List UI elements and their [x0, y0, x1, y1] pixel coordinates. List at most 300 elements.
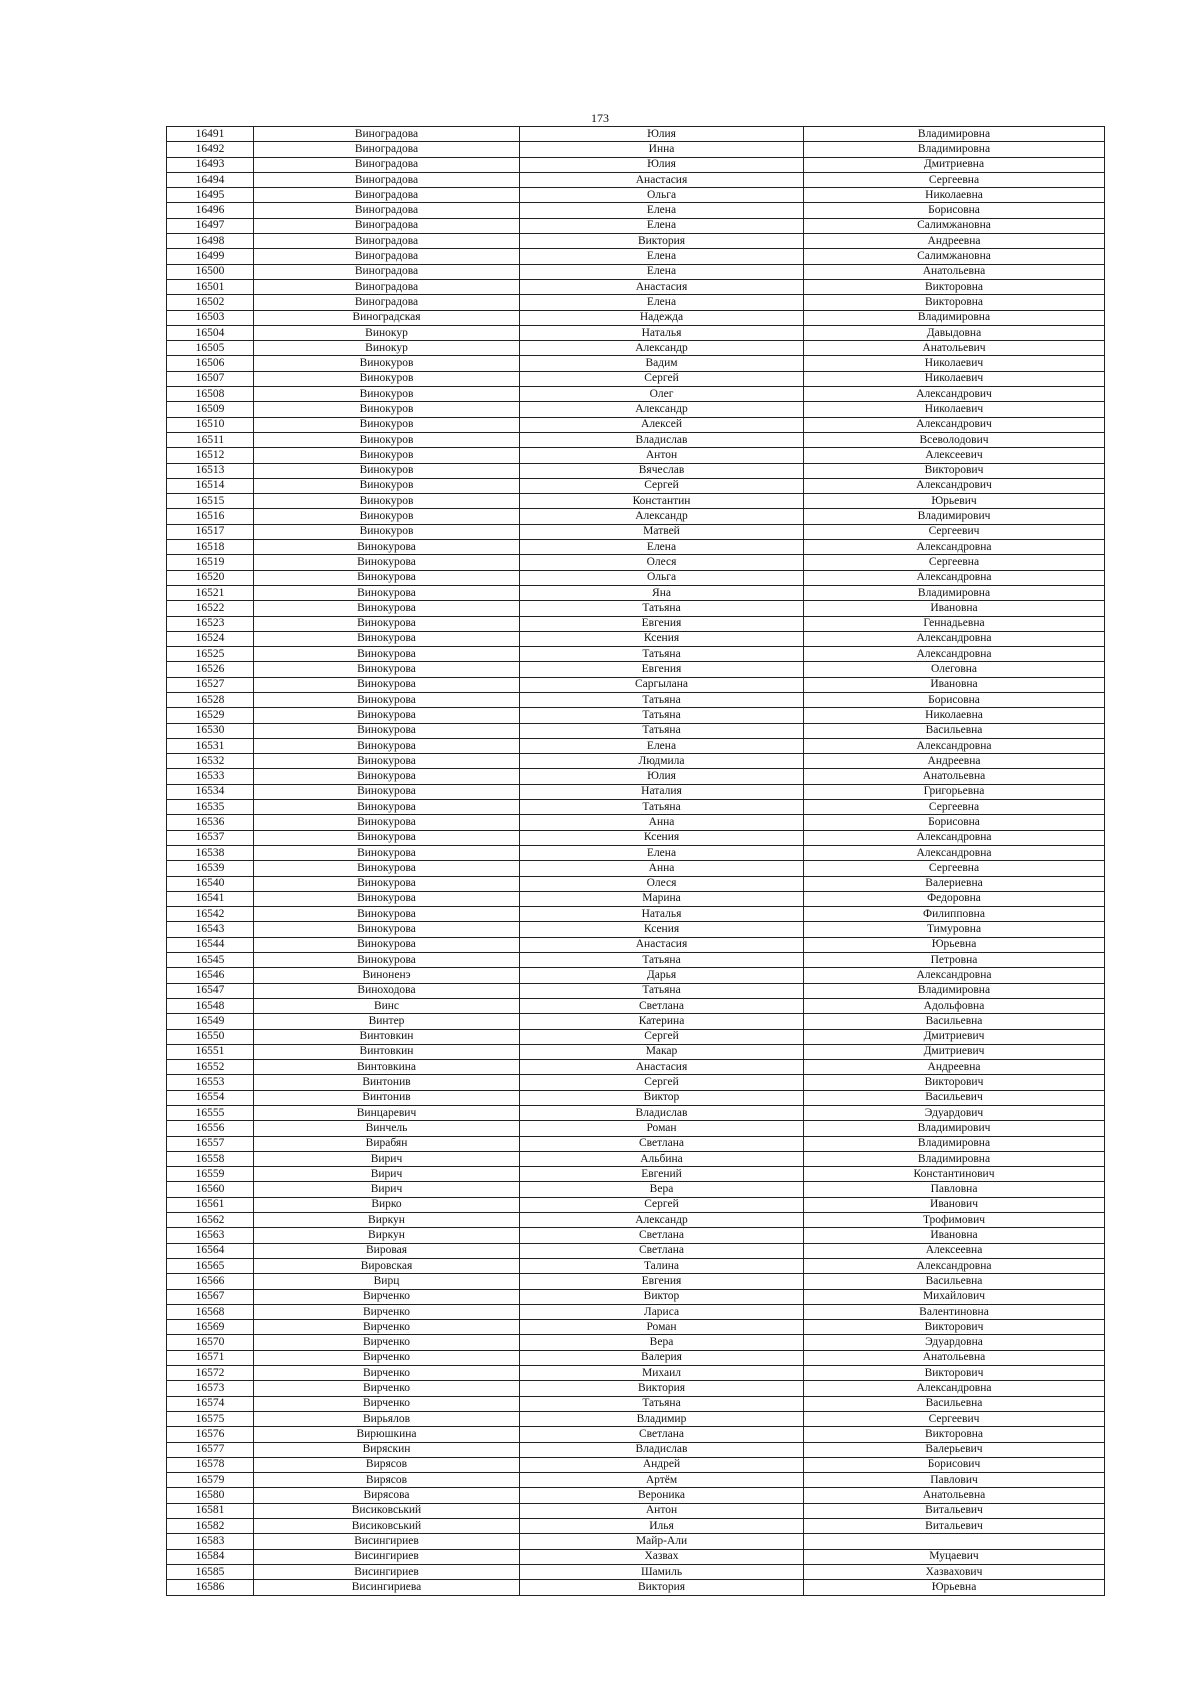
record-number-cell: 16584 — [167, 1549, 254, 1564]
record-number-cell: 16551 — [167, 1044, 254, 1059]
surname-cell: Вирц — [254, 1274, 520, 1289]
table-row — [167, 800, 1105, 815]
given-name-cell: Ксения — [520, 830, 804, 845]
given-name-cell: Хазвах — [520, 1549, 804, 1564]
surname-cell: Винокуров — [254, 356, 520, 371]
patronymic-cell: Александровна — [804, 1381, 1105, 1396]
surname-cell: Вирич — [254, 1182, 520, 1197]
given-name-cell: Александр — [520, 402, 804, 417]
table-row — [167, 708, 1105, 723]
given-name-cell: Светлана — [520, 1243, 804, 1258]
record-number-cell: 16523 — [167, 616, 254, 631]
record-number-cell: 16564 — [167, 1243, 254, 1258]
table-row — [167, 1503, 1105, 1518]
patronymic-cell: Андреевна — [804, 234, 1105, 249]
record-number-cell: 16586 — [167, 1580, 254, 1595]
given-name-cell: Светлана — [520, 1427, 804, 1442]
record-number-cell: 16517 — [167, 524, 254, 539]
patronymic-cell: Дмитриевна — [804, 157, 1105, 172]
patronymic-cell: Николаевич — [804, 371, 1105, 386]
patronymic-cell: Давыдовна — [804, 325, 1105, 340]
record-number-cell: 16576 — [167, 1427, 254, 1442]
patronymic-cell: Васильевна — [804, 1014, 1105, 1029]
patronymic-cell: Ивановна — [804, 677, 1105, 692]
record-number-cell: 16543 — [167, 922, 254, 937]
table-row — [167, 1366, 1105, 1381]
record-number-cell: 16565 — [167, 1258, 254, 1273]
record-number-cell: 16530 — [167, 723, 254, 738]
record-number-cell: 16577 — [167, 1442, 254, 1457]
surname-cell: Вирченко — [254, 1381, 520, 1396]
patronymic-cell: Викторович — [804, 1366, 1105, 1381]
record-number-cell: 16506 — [167, 356, 254, 371]
table-row — [167, 1014, 1105, 1029]
table-row — [167, 601, 1105, 616]
patronymic-cell: Васильевич — [804, 1090, 1105, 1105]
given-name-cell: Владислав — [520, 1106, 804, 1121]
table-row — [167, 1580, 1105, 1595]
given-name-cell: Светлана — [520, 998, 804, 1013]
given-name-cell: Алексей — [520, 417, 804, 432]
surname-cell: Винтер — [254, 1014, 520, 1029]
given-name-cell: Валерия — [520, 1350, 804, 1365]
given-name-cell: Вероника — [520, 1488, 804, 1503]
table-row — [167, 402, 1105, 417]
patronymic-cell: Эдуардович — [804, 1106, 1105, 1121]
record-number-cell: 16546 — [167, 968, 254, 983]
record-number-cell: 16518 — [167, 540, 254, 555]
surname-cell: Винокурова — [254, 876, 520, 891]
table-row — [167, 1197, 1105, 1212]
patronymic-cell: Петровна — [804, 953, 1105, 968]
given-name-cell: Елена — [520, 845, 804, 860]
patronymic-cell: Александровна — [804, 845, 1105, 860]
table-row — [167, 616, 1105, 631]
surname-cell: Виноходова — [254, 983, 520, 998]
table-row — [167, 1106, 1105, 1121]
table-row — [167, 891, 1105, 906]
patronymic-cell: Борисовна — [804, 203, 1105, 218]
surname-cell: Винтонив — [254, 1090, 520, 1105]
table-row — [167, 1442, 1105, 1457]
given-name-cell: Виктор — [520, 1090, 804, 1105]
table-row — [167, 907, 1105, 922]
record-number-cell: 16504 — [167, 325, 254, 340]
patronymic-cell: Борисовна — [804, 692, 1105, 707]
record-number-cell: 16550 — [167, 1029, 254, 1044]
surname-cell: Винокурова — [254, 815, 520, 830]
surname-cell: Винокурова — [254, 922, 520, 937]
patronymic-cell: Григорьевна — [804, 784, 1105, 799]
given-name-cell: Татьяна — [520, 1396, 804, 1411]
given-name-cell: Сергей — [520, 478, 804, 493]
given-name-cell: Елена — [520, 295, 804, 310]
table-row — [167, 494, 1105, 509]
table-row — [167, 830, 1105, 845]
surname-cell: Винокурова — [254, 845, 520, 860]
given-name-cell: Артём — [520, 1473, 804, 1488]
given-name-cell: Татьяна — [520, 723, 804, 738]
record-number-cell: 16559 — [167, 1167, 254, 1182]
surname-cell: Виноградова — [254, 172, 520, 187]
table-row — [167, 341, 1105, 356]
record-number-cell: 16522 — [167, 601, 254, 616]
patronymic-cell: Сергеевич — [804, 524, 1105, 539]
table-row — [167, 1274, 1105, 1289]
surname-cell: Виноградова — [254, 295, 520, 310]
given-name-cell: Олеся — [520, 555, 804, 570]
table-row — [167, 142, 1105, 157]
given-name-cell: Татьяна — [520, 708, 804, 723]
surname-cell: Вирченко — [254, 1304, 520, 1319]
table-row — [167, 172, 1105, 187]
patronymic-cell: Михайлович — [804, 1289, 1105, 1304]
record-number-cell: 16521 — [167, 585, 254, 600]
table-row — [167, 1320, 1105, 1335]
patronymic-cell: Александровна — [804, 738, 1105, 753]
table-row — [167, 631, 1105, 646]
given-name-cell: Владислав — [520, 432, 804, 447]
surname-cell: Винокуров — [254, 371, 520, 386]
surname-cell: Винокурова — [254, 708, 520, 723]
given-name-cell: Инна — [520, 142, 804, 157]
surname-cell: Винокуров — [254, 402, 520, 417]
given-name-cell: Анна — [520, 861, 804, 876]
patronymic-cell: Сергеевич — [804, 1411, 1105, 1426]
given-name-cell: Сергей — [520, 1029, 804, 1044]
table-row — [167, 953, 1105, 968]
patronymic-cell: Александровна — [804, 647, 1105, 662]
surname-cell: Винокурова — [254, 631, 520, 646]
table-row — [167, 845, 1105, 860]
record-number-cell: 16563 — [167, 1228, 254, 1243]
record-number-cell: 16527 — [167, 677, 254, 692]
patronymic-cell: Сергеевна — [804, 861, 1105, 876]
table-row — [167, 876, 1105, 891]
table-row — [167, 723, 1105, 738]
table-row — [167, 1029, 1105, 1044]
table-row — [167, 1457, 1105, 1472]
surname-cell: Винокуров — [254, 524, 520, 539]
record-number-cell: 16575 — [167, 1411, 254, 1426]
given-name-cell: Анна — [520, 815, 804, 830]
record-number-cell: 16573 — [167, 1381, 254, 1396]
given-name-cell: Константин — [520, 494, 804, 509]
surname-cell: Вирченко — [254, 1320, 520, 1335]
surname-cell: Винокуров — [254, 463, 520, 478]
patronymic-cell: Александровна — [804, 1258, 1105, 1273]
table-row — [167, 647, 1105, 662]
record-number-cell: 16502 — [167, 295, 254, 310]
table-row — [167, 1258, 1105, 1273]
given-name-cell: Евгения — [520, 1274, 804, 1289]
given-name-cell: Татьяна — [520, 601, 804, 616]
patronymic-cell: Валентиновна — [804, 1304, 1105, 1319]
patronymic-cell: Витальевич — [804, 1519, 1105, 1534]
patronymic-cell: Владимировна — [804, 142, 1105, 157]
record-number-cell: 16500 — [167, 264, 254, 279]
given-name-cell: Татьяна — [520, 983, 804, 998]
surname-cell: Винокурова — [254, 677, 520, 692]
surname-cell: Винокурова — [254, 784, 520, 799]
record-number-cell: 16496 — [167, 203, 254, 218]
patronymic-cell: Александрович — [804, 478, 1105, 493]
given-name-cell: Ксения — [520, 922, 804, 937]
record-number-cell: 16555 — [167, 1106, 254, 1121]
surname-cell: Винокурова — [254, 907, 520, 922]
surname-cell: Виряскин — [254, 1442, 520, 1457]
record-number-cell: 16505 — [167, 341, 254, 356]
given-name-cell: Елена — [520, 203, 804, 218]
table-row — [167, 1488, 1105, 1503]
patronymic-cell: Ивановна — [804, 1228, 1105, 1243]
patronymic-cell: Александровна — [804, 830, 1105, 845]
given-name-cell: Виктор — [520, 1289, 804, 1304]
table-row — [167, 1534, 1105, 1549]
surname-cell: Винокурова — [254, 555, 520, 570]
given-name-cell: Елена — [520, 218, 804, 233]
patronymic-cell: Тимуровна — [804, 922, 1105, 937]
patronymic-cell: Николаевна — [804, 188, 1105, 203]
given-name-cell: Татьяна — [520, 647, 804, 662]
patronymic-cell: Валерьевич — [804, 1442, 1105, 1457]
given-name-cell: Виктория — [520, 1381, 804, 1396]
patronymic-cell: Хазвахович — [804, 1564, 1105, 1579]
surname-cell: Вирич — [254, 1167, 520, 1182]
record-number-cell: 16553 — [167, 1075, 254, 1090]
given-name-cell: Владислав — [520, 1442, 804, 1457]
table-row — [167, 1473, 1105, 1488]
given-name-cell: Марина — [520, 891, 804, 906]
patronymic-cell: Викторовна — [804, 295, 1105, 310]
table-row — [167, 968, 1105, 983]
table-row — [167, 203, 1105, 218]
record-number-cell: 16556 — [167, 1121, 254, 1136]
patronymic-cell: Юрьевна — [804, 937, 1105, 952]
given-name-cell: Сергей — [520, 1197, 804, 1212]
surname-cell: Винтонив — [254, 1075, 520, 1090]
given-name-cell: Олег — [520, 387, 804, 402]
given-name-cell: Евгения — [520, 662, 804, 677]
record-number-cell: 16542 — [167, 907, 254, 922]
given-name-cell: Саргылана — [520, 677, 804, 692]
patronymic-cell: Сергеевна — [804, 172, 1105, 187]
given-name-cell: Владимир — [520, 1411, 804, 1426]
patronymic-cell: Владимировна — [804, 983, 1105, 998]
record-number-cell: 16520 — [167, 570, 254, 585]
table-row — [167, 769, 1105, 784]
patronymic-cell: Александрович — [804, 417, 1105, 432]
table-row — [167, 417, 1105, 432]
given-name-cell: Елена — [520, 249, 804, 264]
given-name-cell: Талина — [520, 1258, 804, 1273]
patronymic-cell: Анатольевич — [804, 341, 1105, 356]
given-name-cell: Людмила — [520, 754, 804, 769]
patronymic-cell: Андреевна — [804, 1060, 1105, 1075]
record-number-cell: 16526 — [167, 662, 254, 677]
surname-cell: Виноградова — [254, 157, 520, 172]
surname-cell: Винокуров — [254, 417, 520, 432]
table-row — [167, 738, 1105, 753]
patronymic-cell: Александрович — [804, 387, 1105, 402]
surname-cell: Виноградова — [254, 264, 520, 279]
surname-cell: Винокурова — [254, 570, 520, 585]
table-row — [167, 922, 1105, 937]
table-row — [167, 998, 1105, 1013]
record-number-cell: 16569 — [167, 1320, 254, 1335]
table-row — [167, 1396, 1105, 1411]
patronymic-cell: Александровна — [804, 631, 1105, 646]
record-number-cell: 16508 — [167, 387, 254, 402]
given-name-cell: Елена — [520, 264, 804, 279]
surname-cell: Висингириев — [254, 1549, 520, 1564]
given-name-cell: Светлана — [520, 1136, 804, 1151]
table-row — [167, 1060, 1105, 1075]
patronymic-cell: Олеговна — [804, 662, 1105, 677]
record-number-cell: 16568 — [167, 1304, 254, 1319]
given-name-cell: Дарья — [520, 968, 804, 983]
record-number-cell: 16503 — [167, 310, 254, 325]
record-number-cell: 16562 — [167, 1213, 254, 1228]
record-number-cell: 16497 — [167, 218, 254, 233]
surname-cell: Виноградова — [254, 234, 520, 249]
record-number-cell: 16578 — [167, 1457, 254, 1472]
record-number-cell: 16524 — [167, 631, 254, 646]
record-number-cell: 16516 — [167, 509, 254, 524]
patronymic-cell: Владимирович — [804, 509, 1105, 524]
patronymic-cell: Викторович — [804, 1320, 1105, 1335]
surname-cell: Винокурова — [254, 754, 520, 769]
table-row — [167, 1167, 1105, 1182]
record-number-cell: 16579 — [167, 1473, 254, 1488]
surname-cell: Виноградова — [254, 249, 520, 264]
patronymic-cell: Александровна — [804, 540, 1105, 555]
patronymic-cell: Викторович — [804, 1075, 1105, 1090]
table-row — [167, 325, 1105, 340]
surname-cell: Виноградова — [254, 127, 520, 142]
record-number-cell: 16583 — [167, 1534, 254, 1549]
surname-cell: Виноненэ — [254, 968, 520, 983]
record-number-cell: 16545 — [167, 953, 254, 968]
surname-cell: Винокурова — [254, 800, 520, 815]
given-name-cell: Татьяна — [520, 692, 804, 707]
surname-cell: Вирьялов — [254, 1411, 520, 1426]
patronymic-cell: Муцаевич — [804, 1549, 1105, 1564]
given-name-cell: Роман — [520, 1121, 804, 1136]
table-row — [167, 1519, 1105, 1534]
surname-cell: Винокуров — [254, 509, 520, 524]
surname-cell: Винокурова — [254, 692, 520, 707]
patronymic-cell: Иванович — [804, 1197, 1105, 1212]
surname-cell: Винцаревич — [254, 1106, 520, 1121]
surname-cell: Винокуров — [254, 478, 520, 493]
table-row — [167, 1427, 1105, 1442]
surname-cell: Винокуров — [254, 387, 520, 402]
patronymic-cell: Васильевна — [804, 1396, 1105, 1411]
surname-cell: Вирич — [254, 1151, 520, 1166]
record-number-cell: 16509 — [167, 402, 254, 417]
patronymic-cell: Владимировна — [804, 1151, 1105, 1166]
surname-cell: Винтовкин — [254, 1029, 520, 1044]
record-number-cell: 16539 — [167, 861, 254, 876]
surname-cell: Винокурова — [254, 937, 520, 952]
surname-cell: Виркун — [254, 1228, 520, 1243]
surname-cell: Винокуров — [254, 494, 520, 509]
patronymic-cell: Анатольевна — [804, 264, 1105, 279]
surname-cell: Винтовкина — [254, 1060, 520, 1075]
table-row — [167, 662, 1105, 677]
table-row — [167, 524, 1105, 539]
table-row — [167, 387, 1105, 402]
table-row — [167, 1213, 1105, 1228]
table-row — [167, 310, 1105, 325]
surname-cell: Винокурова — [254, 891, 520, 906]
surname-cell: Винокурова — [254, 861, 520, 876]
patronymic-cell: Алексеевна — [804, 1243, 1105, 1258]
record-number-cell: 16491 — [167, 127, 254, 142]
table-row — [167, 234, 1105, 249]
given-name-cell: Вадим — [520, 356, 804, 371]
patronymic-cell: Александровна — [804, 968, 1105, 983]
record-number-cell: 16567 — [167, 1289, 254, 1304]
given-name-cell: Александр — [520, 509, 804, 524]
given-name-cell: Вера — [520, 1182, 804, 1197]
patronymic-cell: Анатольевна — [804, 769, 1105, 784]
given-name-cell: Ольга — [520, 188, 804, 203]
given-name-cell: Анастасия — [520, 279, 804, 294]
patronymic-cell: Владимировна — [804, 585, 1105, 600]
given-name-cell: Надежда — [520, 310, 804, 325]
given-name-cell: Анастасия — [520, 172, 804, 187]
table-row — [167, 478, 1105, 493]
name-register-table — [166, 126, 1105, 1596]
record-number-cell: 16525 — [167, 647, 254, 662]
table-row — [167, 1044, 1105, 1059]
table-row — [167, 1243, 1105, 1258]
table-row — [167, 1549, 1105, 1564]
record-number-cell: 16558 — [167, 1151, 254, 1166]
surname-cell: Винокурова — [254, 601, 520, 616]
table-row — [167, 677, 1105, 692]
patronymic-cell: Николаевич — [804, 356, 1105, 371]
table-row — [167, 983, 1105, 998]
patronymic-cell: Васильевна — [804, 1274, 1105, 1289]
given-name-cell: Майр-Али — [520, 1534, 804, 1549]
given-name-cell: Ольга — [520, 570, 804, 585]
given-name-cell: Яна — [520, 585, 804, 600]
record-number-cell: 16566 — [167, 1274, 254, 1289]
table-row — [167, 188, 1105, 203]
given-name-cell: Шамиль — [520, 1564, 804, 1579]
patronymic-cell: Всеволодович — [804, 432, 1105, 447]
table-row — [167, 585, 1105, 600]
record-number-cell: 16498 — [167, 234, 254, 249]
surname-cell: Висиковський — [254, 1519, 520, 1534]
table-row — [167, 1350, 1105, 1365]
patronymic-cell: Ивановна — [804, 601, 1105, 616]
given-name-cell: Виктория — [520, 234, 804, 249]
record-number-cell: 16549 — [167, 1014, 254, 1029]
patronymic-cell: Николаевна — [804, 708, 1105, 723]
patronymic-cell: Васильевна — [804, 723, 1105, 738]
given-name-cell: Светлана — [520, 1228, 804, 1243]
patronymic-cell: Сергеевна — [804, 800, 1105, 815]
surname-cell: Вирабян — [254, 1136, 520, 1151]
patronymic-cell: Эдуардовна — [804, 1335, 1105, 1350]
record-number-cell: 16582 — [167, 1519, 254, 1534]
patronymic-cell: Анатольевна — [804, 1488, 1105, 1503]
given-name-cell: Олеся — [520, 876, 804, 891]
